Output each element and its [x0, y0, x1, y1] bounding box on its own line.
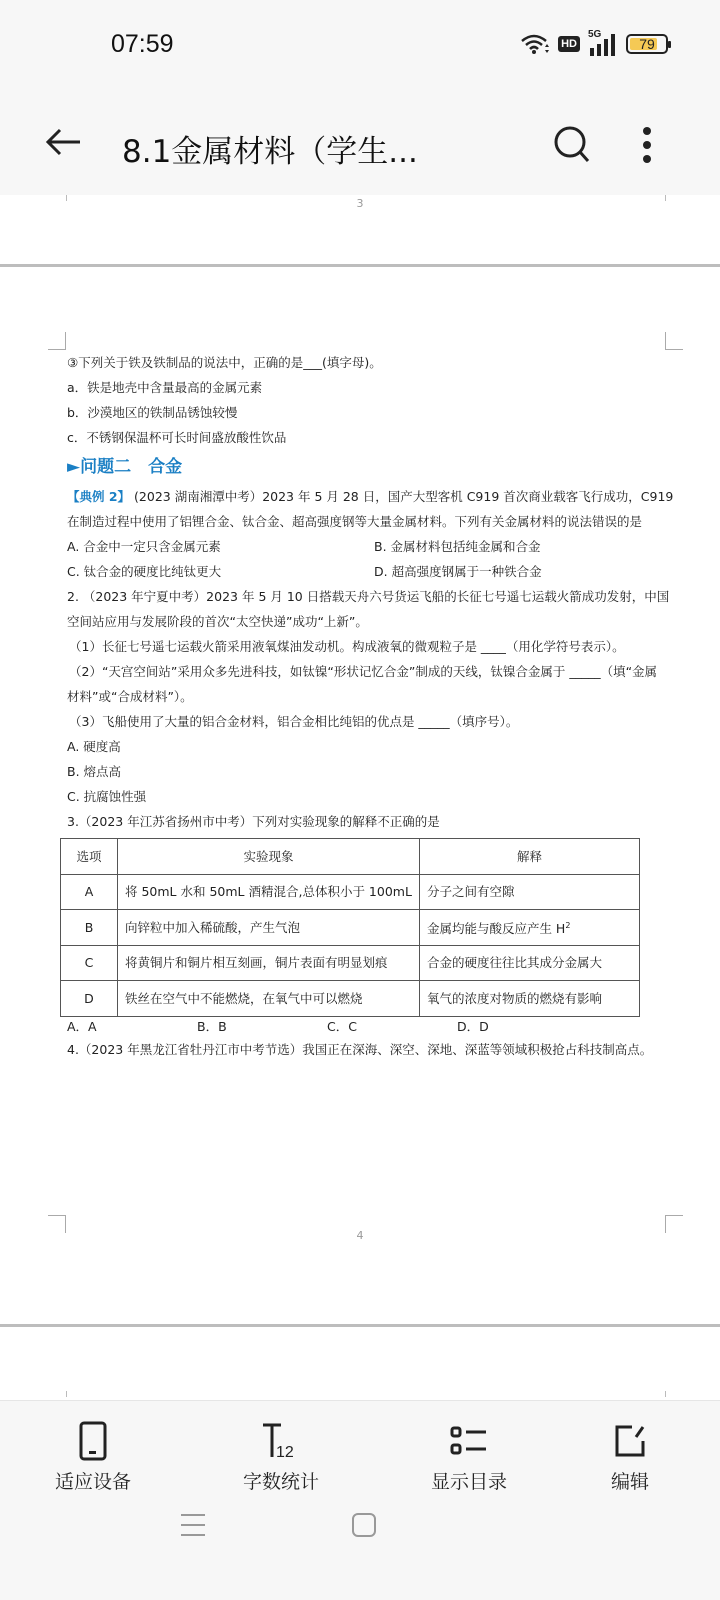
hd-badge: HD — [558, 36, 580, 52]
page-content — [67, 350, 682, 1062]
table-row — [61, 910, 640, 946]
example-options-row — [67, 559, 682, 584]
cell-option: A — [61, 874, 118, 910]
option-a: a．铁是地壳中含量最高的金属元素 — [67, 380, 263, 395]
page-separator — [0, 1324, 720, 1327]
column-header: 实验现象 — [118, 839, 420, 875]
page-corner-mark — [48, 332, 66, 350]
option-c: C. 钛合金的硬度比纯钛更大 — [67, 564, 222, 579]
table-row — [61, 874, 640, 910]
option-b: B. 金属材料包括纯金属和合金 — [374, 539, 541, 554]
cell-explanation: 合金的硬度往往比其成分金属大 — [419, 945, 639, 981]
column-header: 选项 — [61, 839, 118, 875]
word-count-icon — [259, 1421, 303, 1461]
example-line-1 — [67, 484, 682, 509]
cell-option: B — [61, 910, 118, 946]
network-type: 5G — [588, 29, 602, 40]
question-4-intro: 4.（2023 年黑龙江省牡丹江市中考节选）我国正在深海、深空、深地、深蓝等领域积极抢占科技制高点。 — [67, 1041, 653, 1057]
section-heading: ►问题二 合金 — [67, 457, 183, 477]
cell-phenomenon: 铁丝在空气中不能燃烧，在氧气中可以燃烧 — [118, 981, 420, 1017]
option-a: A. 合金中一定只含金属元素 — [67, 539, 221, 554]
answer-d: D．D — [457, 1018, 489, 1034]
document-viewer[interactable] — [0, 195, 720, 1400]
option-d: D. 超高强度钢属于一种铁合金 — [374, 564, 542, 579]
page-separator — [0, 264, 720, 267]
question-2-part-2: （2）“天宫空间站”采用众多先进科技，如钛镍“形状记忆合金”制成的天线，钛镍合金属于 _____（填“金属 — [69, 664, 658, 679]
table-row — [61, 945, 640, 981]
edit-icon — [610, 1421, 650, 1461]
cell-explanation: 氧气的浓度对物质的燃烧有影响 — [419, 981, 639, 1017]
question-2-part-2-cont: 材料”或“合成材料”）。 — [67, 689, 193, 704]
home-nav-icon[interactable] — [352, 1513, 376, 1537]
option-b: b．沙漠地区的铁制品锈蚀较慢 — [67, 405, 238, 420]
example-tag: 【典例 2】 — [67, 489, 131, 504]
answer-b: B．B — [197, 1018, 227, 1034]
cell-explanation: 分子之间有空隙 — [419, 874, 639, 910]
page-number: 3 — [356, 197, 364, 210]
battery-tip — [668, 41, 671, 48]
explanation-text: 金属均能与酸反应产生 H — [426, 921, 566, 937]
fit-device-label: 适应设备 — [54, 1471, 131, 1493]
phone-fit-icon — [78, 1421, 108, 1461]
word-count-button[interactable] — [201, 1421, 361, 1494]
status-bar — [0, 0, 720, 90]
question-2-part-3: （3）飞船使用了大量的铝合金材料，铝合金相比纯铝的优点是 _____（填序号）。 — [69, 714, 519, 729]
cell-phenomenon: 将 50mL 水和 50mL 酒精混合,总体积小于 100mL — [118, 874, 420, 910]
margin-tick — [66, 1391, 67, 1397]
show-outline-button[interactable] — [389, 1421, 549, 1494]
edit-button[interactable] — [550, 1421, 710, 1494]
edit-label: 编辑 — [610, 1471, 649, 1493]
more-vertical-icon[interactable] — [640, 126, 654, 164]
table-row — [61, 981, 640, 1017]
margin-tick — [665, 1391, 666, 1397]
battery-indicator — [626, 34, 668, 54]
back-arrow-icon[interactable] — [42, 122, 86, 162]
battery-level: 79 — [639, 36, 655, 52]
cell-option: C — [61, 945, 118, 981]
bottom-toolbar — [0, 1400, 720, 1600]
answer-c: C．C — [327, 1018, 357, 1034]
option-c: c．不锈钢保温杯可长时间盛放酸性饮品 — [67, 430, 287, 445]
show-outline-label: 显示目录 — [430, 1471, 507, 1493]
cell-phenomenon: 向锌粒中加入稀硫酸，产生气泡 — [118, 910, 420, 946]
question-2-line-1: 2. （2023 年宁夏中考）2023 年 5 月 10 日搭载天舟六号货运飞船的长征七号遥七运载火箭成功发射，中国 — [67, 589, 670, 604]
option-b: B. 熔点高 — [67, 764, 122, 779]
app-bar — [0, 90, 720, 195]
answer-options-row — [67, 1017, 682, 1037]
fit-device-button[interactable] — [13, 1421, 173, 1494]
cell-explanation — [419, 910, 639, 946]
page-corner-mark — [665, 332, 683, 350]
experiment-table — [60, 838, 640, 1017]
example-text: (2023 湖南湘潭中考）2023 年 5 月 28 日，国产大型客机 C919 首次商业载客飞行成功，C919 — [130, 489, 674, 504]
wifi-icon — [520, 33, 550, 55]
option-c: C. 抗腐蚀性强 — [67, 789, 147, 804]
status-icons — [520, 29, 668, 56]
status-time: 07:59 — [111, 30, 174, 58]
question-3-intro: 3.（2023 年江苏省扬州市中考）下列对实验现象的解释不正确的是 — [67, 814, 440, 829]
question-2-part-1: （1）长征七号遥七运载火箭采用液氧煤油发动机。构成液氧的微观粒子是 ____（用化学符号表示）。 — [69, 639, 625, 654]
option-a: A. 硬度高 — [67, 739, 121, 754]
example-line-2: 在制造过程中使用了铝锂合金、钛合金、超高强度钢等大量金属材料。下列有关金属材料的说法错误的是 — [67, 514, 643, 529]
document-title: 8.1金属材料（学生... — [122, 134, 418, 170]
signal-icon — [588, 29, 618, 56]
svg-text:12: 12 — [276, 1444, 294, 1461]
search-icon[interactable] — [552, 124, 592, 164]
table-header-row — [61, 839, 640, 875]
cell-phenomenon: 将黄铜片和铜片相互刻画，铜片表面有明显划痕 — [118, 945, 420, 981]
question-2-line-2: 空间站应用与发展阶段的首次“太空快递”成功“上新”。 — [67, 614, 368, 629]
page-number: 4 — [356, 1229, 364, 1242]
outline-list-icon — [449, 1421, 489, 1461]
column-header: 解释 — [419, 839, 639, 875]
cell-option: D — [61, 981, 118, 1017]
menu-nav-icon[interactable] — [180, 1513, 206, 1537]
example-options-row — [67, 534, 682, 559]
answer-a: A．A — [67, 1018, 97, 1034]
subscript: 2 — [565, 921, 571, 931]
word-count-label: 字数统计 — [242, 1471, 319, 1493]
question-text: ③下列关于铁及铁制品的说法中，正确的是___(填字母)。 — [67, 355, 382, 370]
